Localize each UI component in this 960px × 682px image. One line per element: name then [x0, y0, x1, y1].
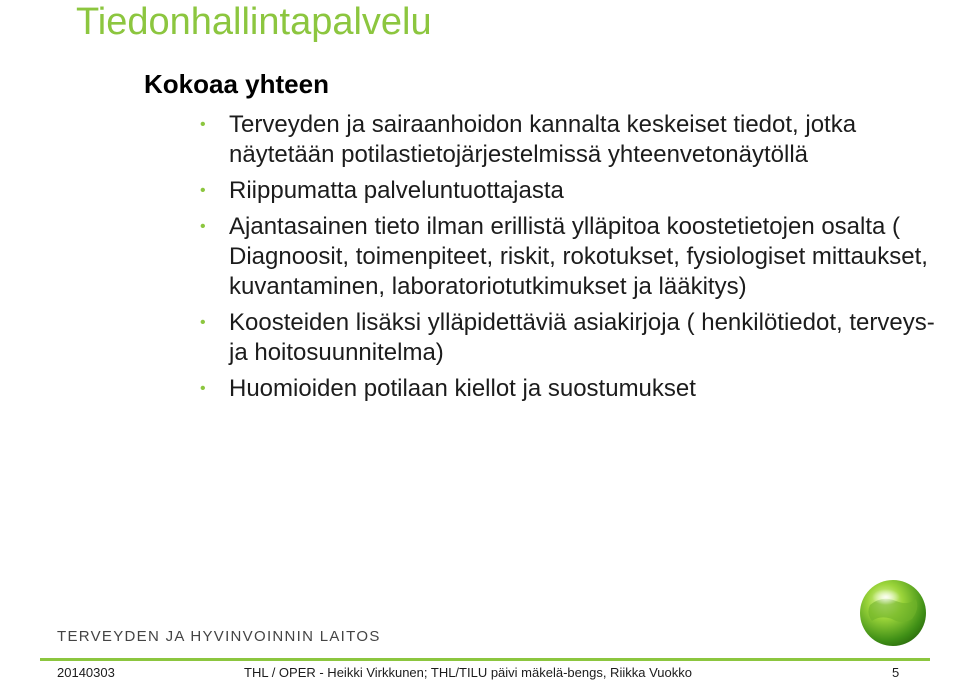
bullet-item	[200, 212, 950, 302]
footer-date: 20140303	[57, 665, 115, 680]
footer-divider	[40, 658, 930, 661]
bullet-icon: •	[200, 182, 206, 199]
slide-title: Tiedonhallintapalvelu	[76, 1, 432, 43]
bullet-item	[200, 308, 950, 368]
bullet-text: Ajantasainen tieto ilman erillistä ylläpitoa koostetietojen osalta ( Diagnoosit, toimenpiteet, riskit, rokotukset, fysiologiset mittaukset, kuvantaminen, laboratoriotutkimukset ja lääkitys)	[229, 213, 928, 300]
bullet-list	[200, 110, 950, 410]
bullet-icon: •	[200, 314, 206, 331]
bullet-text: Riippumatta palveluntuottajasta	[229, 177, 564, 204]
bullet-item	[200, 176, 950, 206]
bullet-icon: •	[200, 116, 206, 133]
bullet-text: Koosteiden lisäksi ylläpidettäviä asiakirjoja ( henkilötiedot, terveys- ja hoitosuunnitelma)	[229, 309, 935, 366]
bullet-text: Terveyden ja sairaanhoidon kannalta keskeiset tiedot, jotka näytetään potilastietojärjestelmissä yhteenvetonäytöllä	[229, 111, 857, 168]
organization-logo-text: TERVEYDEN JA HYVINVOINNIN LAITOS	[57, 628, 381, 645]
footer	[0, 658, 960, 682]
bullet-text: Huomioiden potilaan kiellot ja suostumukset	[229, 375, 696, 402]
bullet-item	[200, 374, 950, 404]
green-globe-icon	[856, 575, 930, 649]
slide-subtitle: Kokoaa yhteen	[144, 69, 329, 99]
footer-author: THL / OPER - Heikki Virkkunen; THL/TILU päivi mäkelä-bengs, Riikka Vuokko	[244, 665, 692, 680]
bullet-icon: •	[200, 218, 206, 235]
page-number: 5	[892, 665, 900, 680]
bullet-icon: •	[200, 380, 206, 397]
bullet-item	[200, 110, 950, 170]
